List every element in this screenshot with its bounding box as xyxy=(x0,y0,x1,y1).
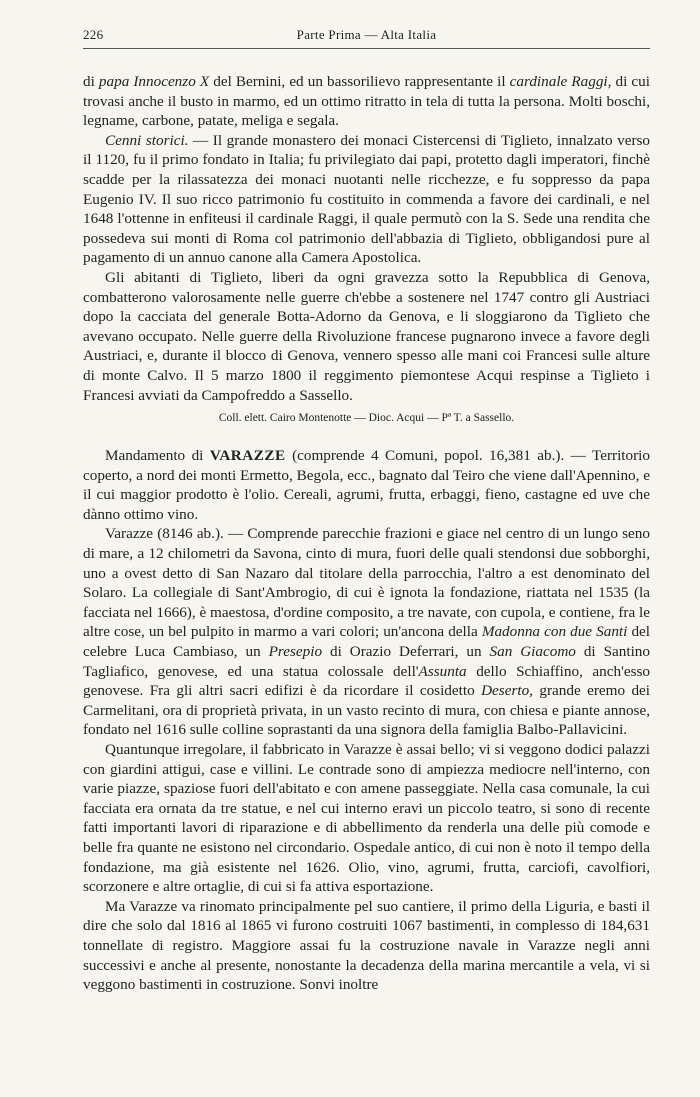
cantiere-paragraph: Ma Varazze va rinomato principalmente pel suo cantiere, il primo della Liguria, e basti il dire che solo dal 1816 al 1865 vi furono costruiti 1067 bastimenti, in complesso di 184,631 tonnellate di registro. Maggiore assai fu la costruzione navale in Varazze negli anni successivi e anche al presente, nonostante la decadenza della marina mercantile a vela, vi si veggono bastimenti in costruzione. Sonvi inoltre xyxy=(83,897,650,994)
header-rule xyxy=(83,48,650,49)
text-run: del celebre Luca Cambiaso, un xyxy=(83,623,650,661)
page-header xyxy=(83,25,650,47)
italic-run: Deserto, xyxy=(481,682,533,700)
italic-run: Presepio xyxy=(268,643,323,661)
page-body xyxy=(83,72,650,995)
place-name: VARAZZE xyxy=(209,447,286,465)
text-run: Varazze (8146 ab.). — Comprende parecchie frazioni e giace nel centro di un lungo seno di mare, a 12 chilometri da Savona, cinto di mura, fuori delle quali stendonsi due sobborghi, uno a ovest detto di San Nazaro dal titolare della parrocchia, l'altro a est denominato del Solaro. La collegiale di Sant'Ambrogio, di cui è ignota la fondazione, riattata nel 1535 (la facciata nel 1666), è maestosa, d'ordine composito, a tre navate, con cupola, e contiene, fra le altre cose, un bel pulpito in marmo a vari colori; un'ancona della xyxy=(83,525,650,641)
text-run: di Orazio Deferrari, un xyxy=(322,643,490,661)
mandamento-paragraph xyxy=(83,446,650,524)
text-run: del Bernini, ed un bassorilievo rappresentante il xyxy=(209,73,510,90)
italic-run: cardinale Raggi, xyxy=(509,73,612,90)
text-run: di cui trovasi anche il busto in marmo, ed un ottimo ritratto in tela di tutta la persona. Molti boschi, legname, carbone, patate, meliga e segala. xyxy=(83,73,650,130)
quantunque-paragraph: Quantunque irregolare, il fabbricato in Varazze è assai bello; vi si veggono dodici palazzi con giardini attigui, case e villini. Le contrade sono di ampiezza mediocre nell'interno, con varie piazze, spaziose fuori dell'abitato e con amene passeggiate. Nella casa comunale, la cui facciata era ornata da tre statue, e nel cui interno eravi un piccolo teatro, si sono di recente fatti importanti lavori di riparazione e di abbellimento da renderla una delle più comode e belle fra quante ne esistono nel circondario. Ospedale antico, di cui non è noto il tempo della fondazione, ma già esistente nel 1626. Olio, vino, agrumi, frutta, carciofi, cavolfiori, scorzonere e altre ortaglie, di cui si fa attiva esportazione. xyxy=(83,741,650,896)
running-title: Parte Prima — Alta Italia xyxy=(296,27,437,42)
text-run: dello Schiaffino, anch'esso genovese. Fra gli altri sacri edifizi è da ricordare il cosidetto xyxy=(83,662,650,700)
varazze-paragraph xyxy=(83,524,650,740)
tiglieto-paragraph-3: Gli abitanti di Tiglieto, liberi da ogni gravezza sotto la Repubblica di Genova, combatterono valorosamente nelle guerre ch'ebbe a sostenere nel 1747 contro gli Austriaci dopo la cacciata del generale Botta-Adorno da Genova, e li sloggiarono da Tiglieto che avevano occupato. Nelle guerre della Rivoluzione francese pugnarono invece a favore degli Austriaci, e, durante il blocco di Genova, vennero spesso alle mani coi Francesi sulle alture di monte Calvo. Il 5 marzo 1800 il reggimento piemontese Acqui respinse a Tiglieto i Francesi avviati da Campofreddo a Sassello. xyxy=(83,268,650,404)
section-subheading: Cenni storici. xyxy=(105,131,189,149)
tiglieto-paragraph-1 xyxy=(83,72,650,131)
text-run: di xyxy=(83,73,99,90)
text-run: Mandamento di xyxy=(105,447,210,465)
page-number: 226 xyxy=(83,27,104,42)
italic-run: San Giacomo xyxy=(489,643,576,661)
italic-run: Assunta xyxy=(418,662,467,680)
tiglieto-history-paragraph xyxy=(83,131,650,268)
text-run: di Santino Tagliafico, genovese, ed una statua colossale dell' xyxy=(83,643,650,680)
text-run: — Il grande monastero dei monaci Cistercensi di Tiglieto, innalzato verso il 1120, fu il primo fondato in Italia; fu privilegiato dai papi, protetto dagli imperatori, finchè scadde per la rilassatezza dei monaci nuotanti nelle ricchezze, e fu soppresso da papa Eugenio IV. Il suo ricco patrimonio fu costituito in commenda a favore dei cardinali, e nel 1648 l'ottenne in enfiteusi il cardinale Raggi, il quale permutò con la S. Sede una rendita che possedeva sui monti di Roma col patrimonio dell'abbazia di Tiglieto, obbligandosi pure al pagamento di un annuo canone alla Camera Apostolica. xyxy=(83,131,651,267)
italic-run: Madonna con due Santi xyxy=(481,623,628,641)
text-run: (comprende 4 Comuni, popol. 16,381 ab.). — Territorio coperto, a nord dei monti Ermetto, Begola, ecc., bagnato dal Teiro che viene dall'Apennino, e il cui maggior prodotto è l'olio. Cereali, agrumi, frutta, erbaggi, fieno, castagne ed uve che dànno ottimo vino. xyxy=(83,447,650,523)
text-run: grande eremo dei Carmelitani, ora di proprietà privata, in un vasto recinto di mura, con chiesa e piante annose, fondato nel 1616 sulle colline soprastanti da una signora della famiglia Balbo-Pallavicini. xyxy=(83,682,650,739)
source-note: Coll. elett. Cairo Montenotte — Dioc. Acqui — Pª T. a Sassello. xyxy=(218,412,515,425)
italic-run: papa Innocenzo X xyxy=(98,73,210,90)
